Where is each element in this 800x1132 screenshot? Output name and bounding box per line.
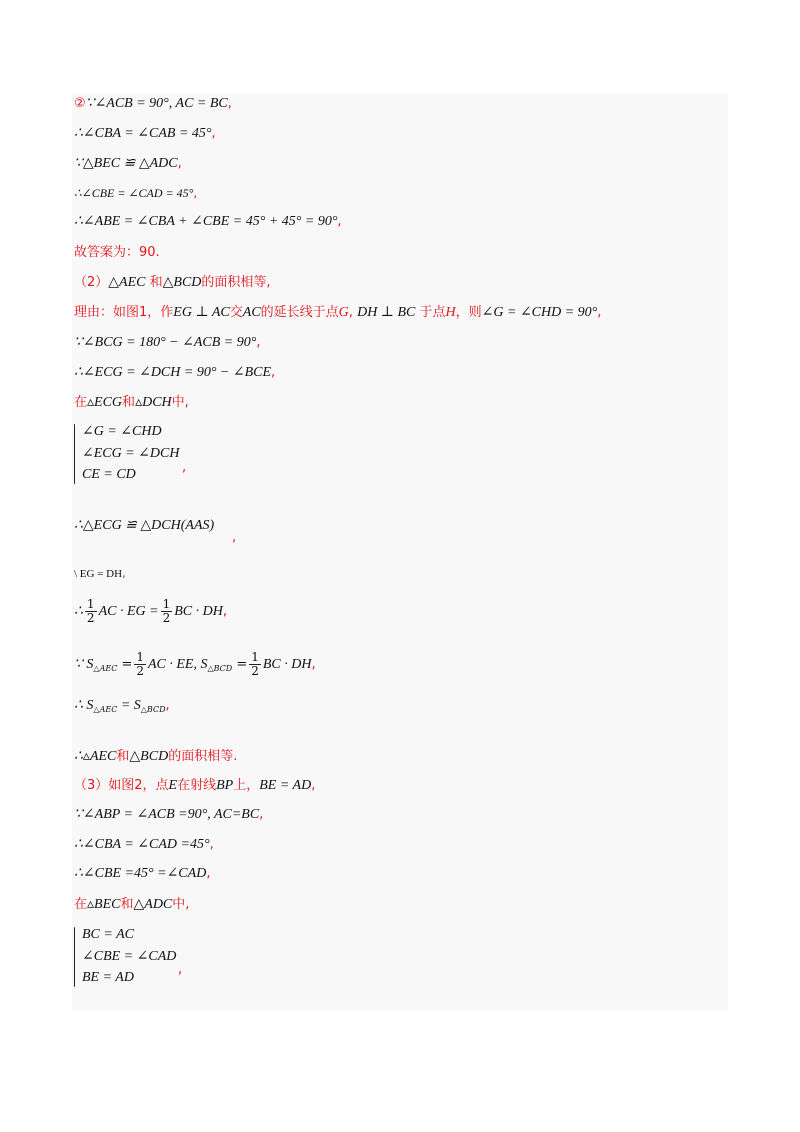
- comma: ,: [311, 778, 316, 793]
- numerator: 1: [251, 650, 259, 664]
- label: 和: [145, 275, 163, 290]
- comma: ,: [178, 962, 183, 977]
- math: EG ⊥ AC: [173, 305, 230, 320]
- math: ∴∠CBE =45° =∠CAD: [74, 866, 207, 881]
- comma: ,: [211, 126, 216, 141]
- math: △ADC: [133, 897, 173, 912]
- comma: ,: [259, 807, 264, 822]
- comma: ,: [165, 698, 170, 713]
- line-given-right-angle: [74, 96, 232, 112]
- label: ,: [348, 305, 353, 320]
- numerator: 1: [86, 597, 95, 611]
- math: ∴: [74, 749, 83, 764]
- math: BE = AD: [259, 778, 312, 793]
- math: △BCD: [162, 275, 202, 290]
- system1-row3: [82, 467, 136, 483]
- math: ∴∠ECG = ∠DCH = 90° − ∠BCE: [74, 365, 272, 380]
- comma: ,: [597, 305, 602, 320]
- math: AC · EG =: [98, 604, 159, 619]
- label: 在: [74, 395, 88, 410]
- fraction: [134, 651, 146, 678]
- math: ∴∠CBA = ∠CAB = 45°: [74, 126, 212, 141]
- math: BP: [216, 778, 234, 793]
- label: 中,: [171, 395, 189, 410]
- denominator: 2: [136, 664, 144, 678]
- line-angle-ecg: [74, 365, 275, 381]
- label: ，则: [455, 305, 482, 320]
- comma: ,: [311, 657, 316, 672]
- math: △BCD: [129, 749, 169, 764]
- math: H: [445, 305, 456, 320]
- numerator: 1: [136, 650, 144, 664]
- label: 在: [74, 897, 88, 912]
- line-angle-cbe-cad: [74, 866, 210, 882]
- line-congruent: [74, 156, 182, 172]
- math: = S: [117, 698, 141, 713]
- label: （3）如图2，点: [74, 778, 169, 793]
- math: ∴∠CBA = ∠CAD =45°: [74, 837, 210, 852]
- math: ∵∠ACB = 90°, AC = BC: [85, 96, 228, 111]
- line-areas-equal: [74, 698, 170, 718]
- comma: ,: [222, 604, 227, 619]
- comma: ,: [182, 460, 187, 475]
- line-in-triangles-1: [74, 395, 189, 411]
- line-base-angles: [74, 126, 216, 142]
- math: E: [168, 778, 178, 793]
- comma: ,: [232, 530, 237, 545]
- label: 在射线: [177, 778, 217, 793]
- math: ∴ S: [74, 698, 94, 713]
- math: ∴△ECG ≌ △DCH(AAS): [74, 518, 215, 533]
- math: ∵∠BCG = 180° − ∠ACB = 90°: [74, 335, 257, 350]
- system-brace: [74, 424, 75, 484]
- label: （2）: [74, 275, 109, 290]
- comma: ,: [193, 186, 198, 200]
- math: ∴∠CBE = ∠CAD = 45°: [74, 186, 194, 200]
- denominator: 2: [251, 664, 259, 678]
- label: 于点: [419, 305, 446, 320]
- math: ∵△BEC ≌ △ADC: [74, 156, 178, 171]
- subscript: △BCD: [207, 664, 233, 673]
- part-marker: ②: [74, 96, 86, 111]
- math: DH ⊥ BC: [357, 305, 416, 320]
- denominator: 2: [162, 611, 171, 625]
- fraction: [85, 598, 97, 625]
- subscript: △AEC: [93, 705, 118, 714]
- line-in-triangles-2: [74, 897, 189, 913]
- math: ∠G = ∠CHD = 90°: [481, 305, 598, 320]
- label: 的面积相等,: [201, 275, 271, 290]
- part2-heading: [74, 275, 271, 291]
- system2-row1: [82, 927, 134, 943]
- math: BC · DH: [262, 657, 312, 672]
- part3-heading: [74, 778, 315, 794]
- math: \ EG = DH: [74, 568, 123, 580]
- label: 和: [122, 395, 136, 410]
- math: ∠G = ∠CHD: [82, 424, 162, 439]
- label: 和: [120, 897, 134, 912]
- line-angle-cbe: [74, 185, 197, 201]
- label: 中,: [172, 897, 190, 912]
- label: 上，: [233, 778, 260, 793]
- math: ▵BEC: [87, 897, 121, 912]
- line-half-products: [74, 598, 227, 625]
- line-angle-cba: [74, 837, 214, 853]
- system2-row3: [82, 970, 134, 986]
- math: BE = AD: [82, 970, 134, 985]
- math: ▵AEC: [82, 749, 117, 764]
- math: ∵∠ABP = ∠ACB =90°, AC=BC: [74, 807, 260, 822]
- math: ▵DCH: [135, 395, 172, 410]
- math: △AEC: [108, 275, 146, 290]
- math: CE = CD: [82, 467, 136, 482]
- line-angle-abe: [74, 214, 342, 230]
- math: ▵ECG: [87, 395, 123, 410]
- system1-row2: [82, 446, 179, 462]
- line-right-angles: [74, 807, 263, 823]
- math: BC = AC: [82, 927, 134, 942]
- comma: ,: [209, 837, 214, 852]
- math: ∵ S: [74, 657, 94, 672]
- label: 理由：如图1，作: [74, 305, 174, 320]
- comma: ,: [227, 96, 232, 111]
- comma: ,: [177, 156, 182, 171]
- math: BC · DH: [174, 604, 223, 619]
- comma: ,: [206, 866, 211, 881]
- line-angle-bcg: [74, 335, 261, 351]
- comma: ,: [337, 214, 342, 229]
- system2-row2: [82, 949, 176, 965]
- math: ∴: [74, 604, 83, 619]
- math: G: [338, 305, 349, 320]
- comma: ,: [271, 365, 276, 380]
- label: 和: [116, 749, 130, 764]
- system-brace: [74, 927, 75, 987]
- denominator: 2: [86, 611, 95, 625]
- label: 的延长线于点: [260, 305, 339, 320]
- math: AC · EE, S: [147, 657, 208, 672]
- system1-row1: [82, 424, 162, 440]
- comma: ,: [122, 567, 126, 580]
- math: AC: [242, 305, 261, 320]
- math: ∠ECG = ∠DCH: [82, 446, 180, 461]
- label: 的面积相等.: [168, 749, 238, 764]
- part2-conclusion: [74, 749, 237, 765]
- subscript: △BCD: [140, 705, 166, 714]
- comma: ,: [256, 335, 261, 350]
- answer-line: 故答案为：90.: [74, 245, 160, 260]
- line-eg-dh: [74, 566, 126, 582]
- fraction: [249, 651, 261, 678]
- fraction: [161, 598, 173, 625]
- line-congruent-aas: [74, 518, 214, 534]
- numerator: 1: [162, 597, 171, 611]
- math: ∠CBE = ∠CAD: [82, 949, 177, 964]
- label: 交: [229, 305, 243, 320]
- math: ∴∠ABE = ∠CBA + ∠CBE = 45° + 45° = 90°: [74, 214, 338, 229]
- line-area-formulas: ∵ $S_{\triangle AEC}$ = $\frac{1}{2}$ AC · EE, $S_{\triangle BCD}$ = $\frac{1}{2}$ BC · DH,: [74, 650, 316, 678]
- subscript: △AEC: [93, 664, 118, 673]
- part2-reason: [74, 305, 601, 321]
